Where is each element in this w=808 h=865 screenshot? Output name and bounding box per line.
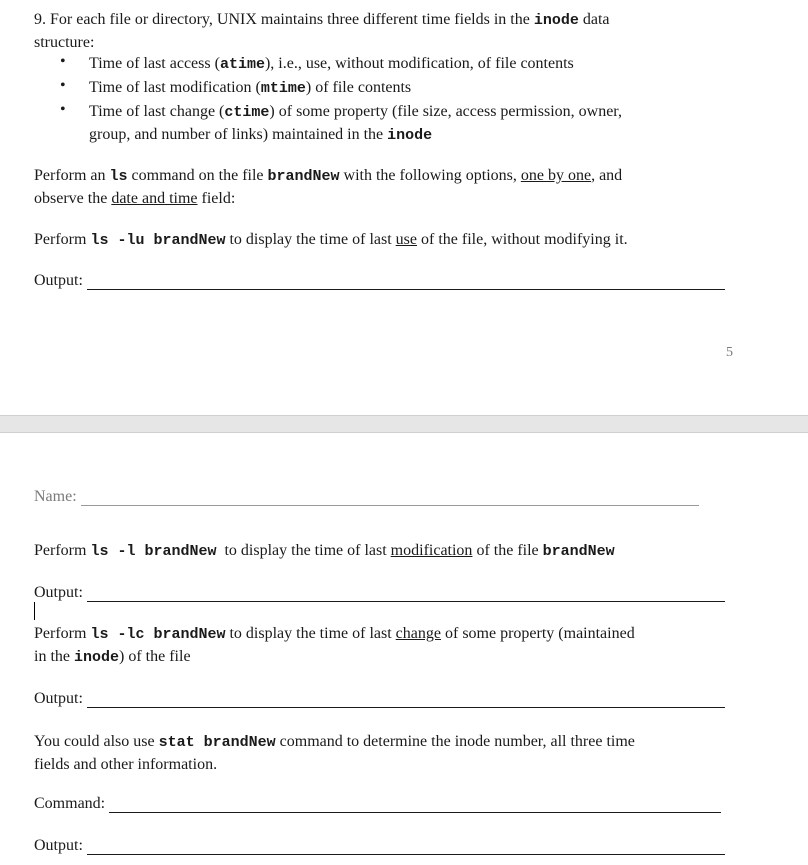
question-9-intro: 9. For each file or directory, UNIX maintains three different time fields in the inode data structure: [34,11,610,51]
answer-line[interactable] [87,600,725,602]
bullet-marker: • [60,53,66,70]
output-label: Output: [34,690,83,707]
answer-line[interactable] [109,811,721,813]
bullet-mtime: Time of last modification (mtime) of file contents [89,79,412,97]
output-field-lu[interactable] [34,272,725,290]
answer-line[interactable] [87,706,725,708]
output-label: Output: [34,584,83,601]
output-field-lc[interactable] [34,690,725,708]
question-number: 9. [34,11,46,28]
bullet-marker: • [60,77,66,94]
answer-line[interactable] [87,288,725,290]
document-page-1 [0,0,808,415]
name-line[interactable] [81,504,699,506]
bullet-marker: • [60,101,66,118]
page-number: 5 [726,345,733,360]
answer-line[interactable] [87,853,725,855]
name-field[interactable] [34,488,699,506]
output-field-l[interactable] [34,584,725,602]
perform-ls-paragraph: Perform an ls command on the file brandNew with the following options, one by one, and observe the date and time field: [34,167,623,207]
command-field[interactable] [34,795,721,813]
bullet-ctime: Time of last change (ctime) of some property (file size, access permission, owner, group, and number of links) maintained in the inode [89,103,622,144]
document-page-2 [0,433,808,865]
name-label: Name: [34,488,77,505]
page-break [0,415,808,433]
ls-lu-instruction: Perform ls -lu brandNew to display the time of last use of the file, without modifying it. [34,231,628,249]
stat-instruction: You could also use stat brandNew command to determine the inode number, all three time fields and other information. [34,733,635,773]
ls-lc-instruction: Perform ls -lc brandNew to display the time of last change of some property (maintained in the inode) of the file [34,625,635,666]
bullet-atime: Time of last access (atime), i.e., use, without modification, of file contents [89,55,574,73]
output-field-stat[interactable] [34,837,725,855]
output-label: Output: [34,272,83,289]
command-label: Command: [34,795,106,812]
text-cursor [34,602,35,620]
output-label: Output: [34,837,83,854]
ls-l-instruction: Perform ls -l brandNew to display the time of last modification of the file brandNew [34,542,615,560]
